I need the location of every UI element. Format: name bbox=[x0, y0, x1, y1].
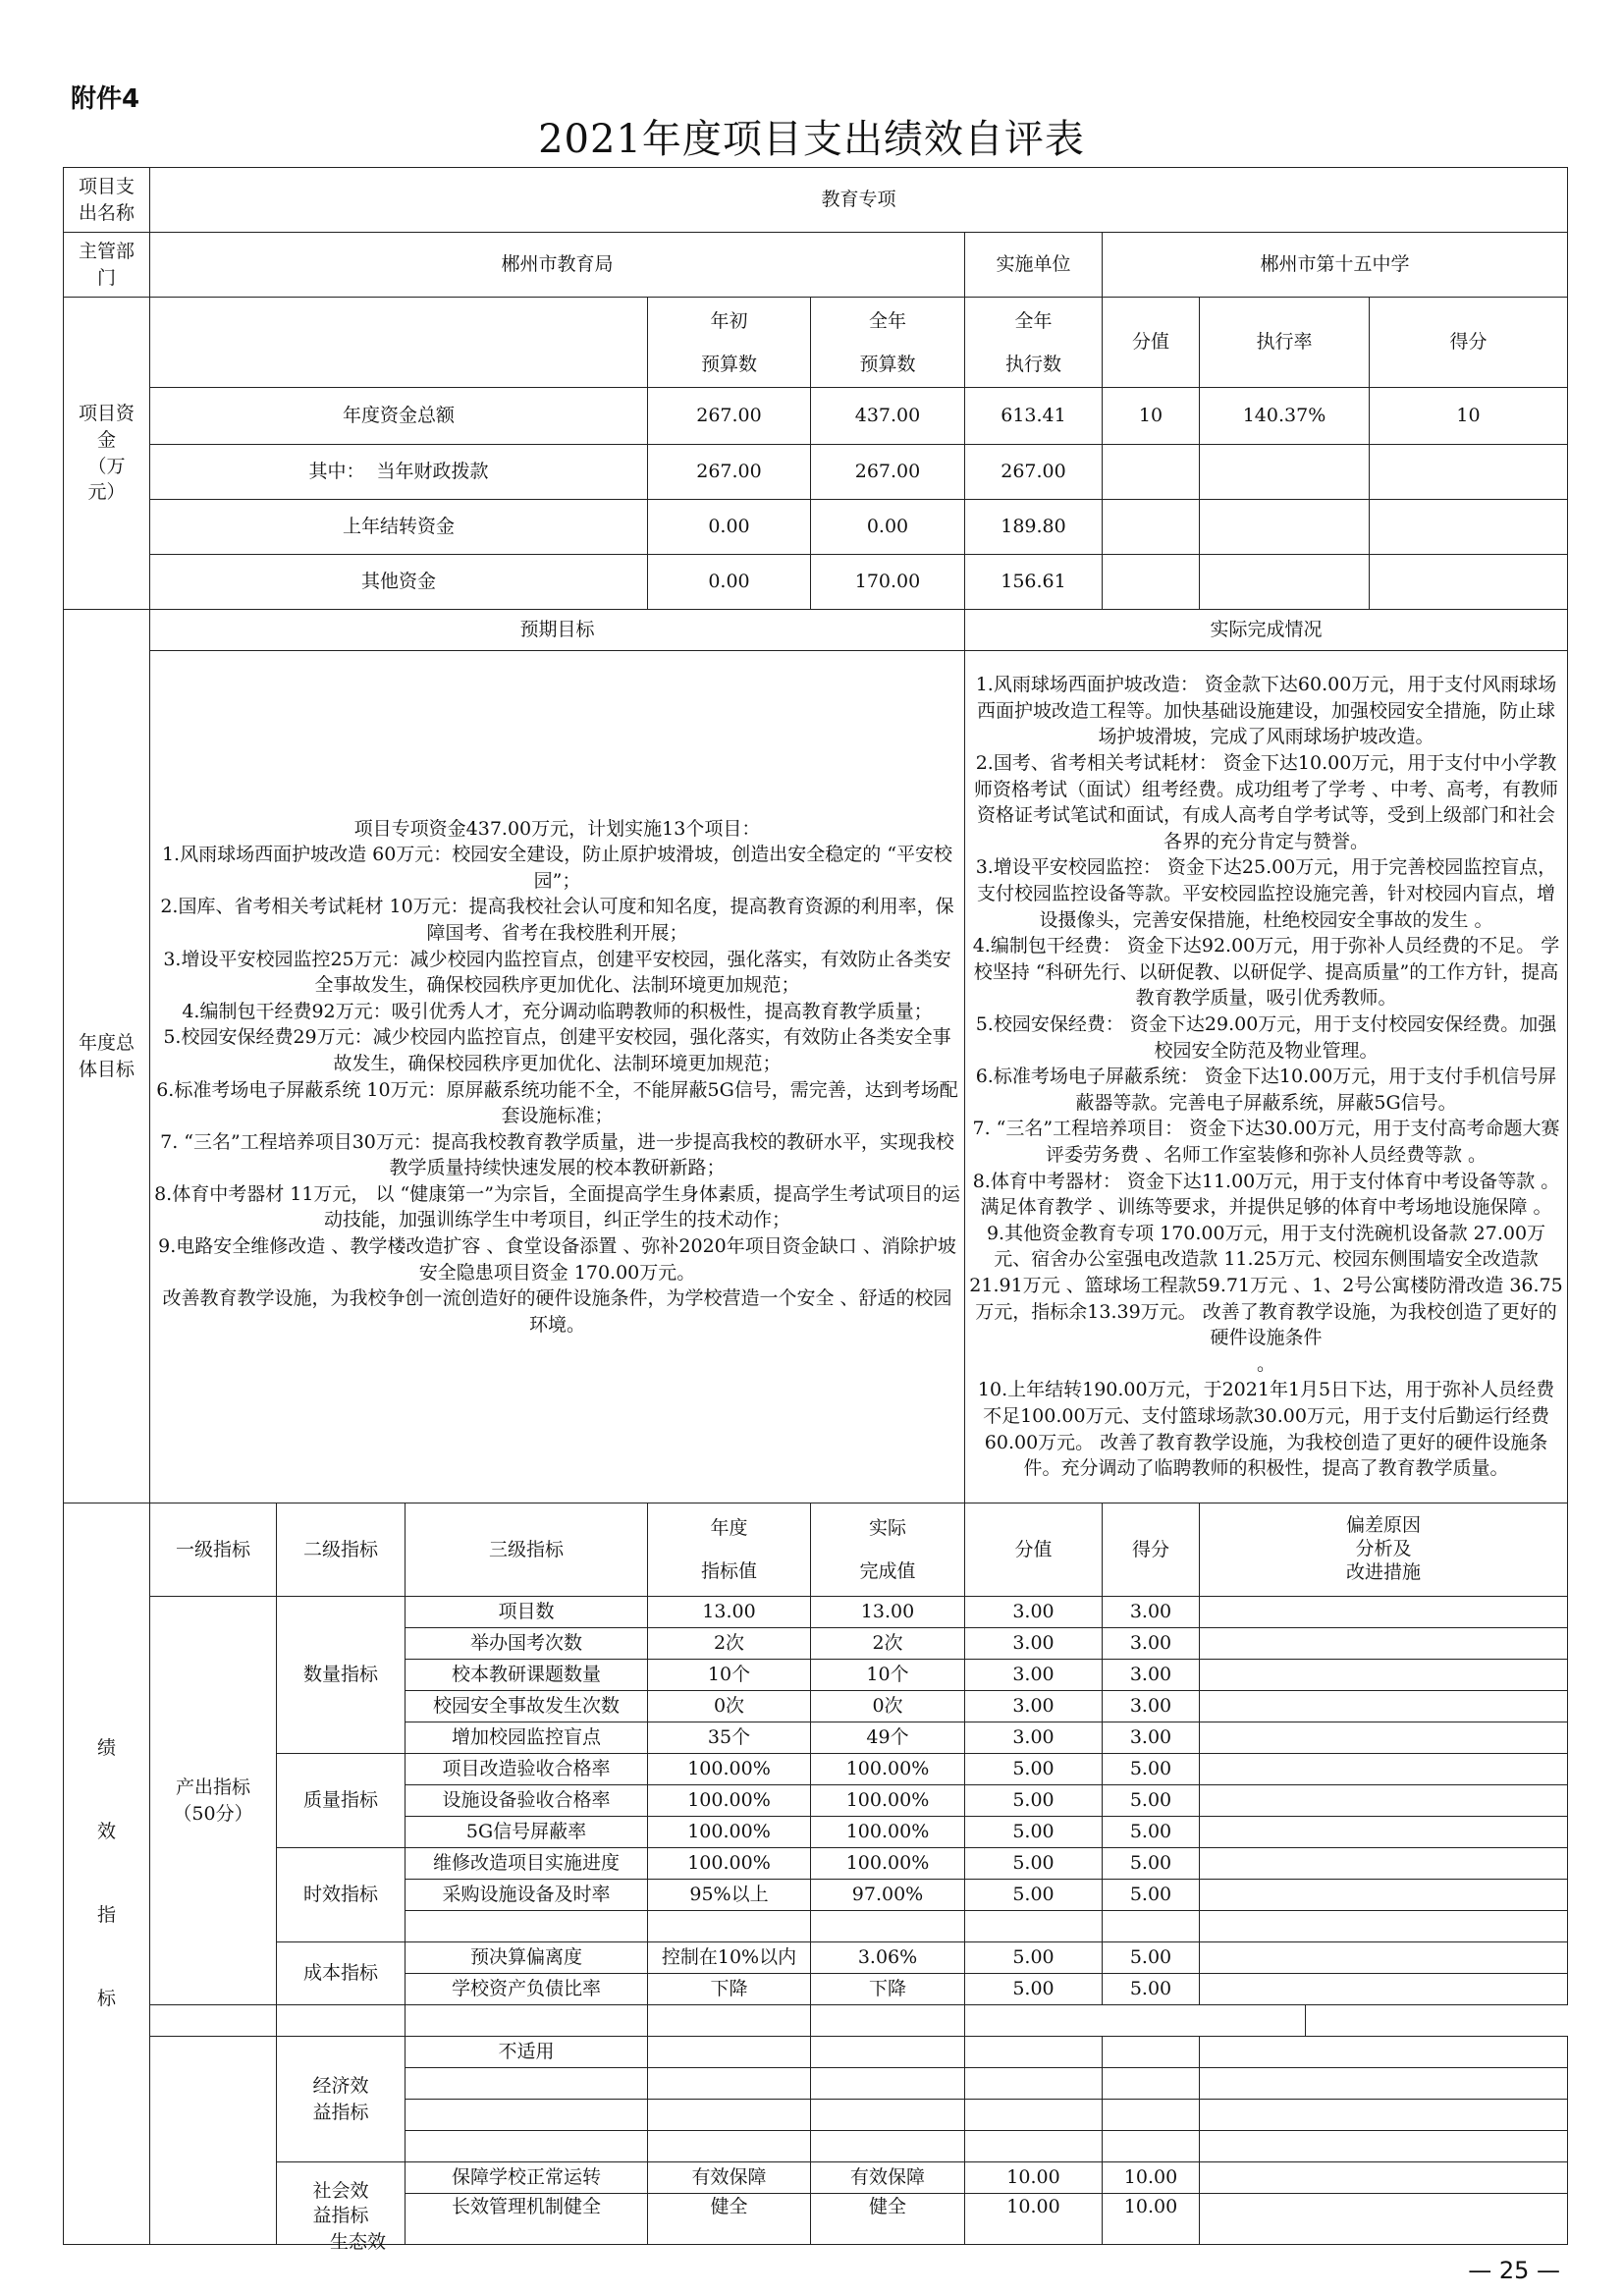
impl-unit-name: 郴州市第十五中学 bbox=[1103, 233, 1568, 298]
perf-row-actual bbox=[406, 2005, 648, 2037]
funds-row bbox=[64, 555, 1568, 610]
perf-row bbox=[64, 2037, 1568, 2068]
perf-row-target: 35个 bbox=[648, 1722, 811, 1754]
perf-row-name: 预决算偏离度 bbox=[406, 1942, 648, 1974]
group-social: 社会效 益指标 bbox=[277, 2162, 406, 2245]
funds-row-exec: 156.61 bbox=[965, 555, 1103, 610]
perf-row-score: 5.00 bbox=[1103, 1974, 1200, 2005]
performance-table bbox=[63, 167, 1568, 2245]
perf-row-actual: 0次 bbox=[811, 1691, 965, 1722]
perf-row-score-val bbox=[648, 2005, 811, 2037]
perf-row-score-val bbox=[965, 1911, 1103, 1942]
perf-row-name: 设施设备验收合格率 bbox=[406, 1785, 648, 1817]
perf-row-deviation bbox=[1200, 1817, 1568, 1848]
perf-row-score bbox=[1103, 2068, 1200, 2100]
funds-row bbox=[64, 445, 1568, 500]
group-quality: 质量指标 bbox=[277, 1754, 406, 1848]
perf-header-deviation: 偏差原因 分析及 改进措施 bbox=[1200, 1503, 1568, 1597]
perf-row-target: 100.00% bbox=[648, 1785, 811, 1817]
perf-row-score bbox=[1103, 1911, 1200, 1942]
funds-row-initial: 0.00 bbox=[648, 500, 811, 555]
funds-row-initial: 0.00 bbox=[648, 555, 811, 610]
perf-row bbox=[64, 2162, 1568, 2194]
perf-row-name: 学校资产负债比率 bbox=[406, 1974, 648, 2005]
funds-row-score-val bbox=[1103, 445, 1200, 500]
funds-row-annual: 267.00 bbox=[811, 445, 965, 500]
funds-row-rate: 140.37% bbox=[1200, 388, 1370, 445]
funds-row-rate bbox=[1200, 445, 1370, 500]
funds-row-name: 其他资金 bbox=[150, 555, 648, 610]
perf-header-actual: 实际 完成值 bbox=[811, 1503, 965, 1597]
perf-row-score: 5.00 bbox=[1103, 1880, 1200, 1911]
funds-row-rate bbox=[1200, 500, 1370, 555]
perf-row-actual: 健全 bbox=[811, 2194, 965, 2245]
perf-row-score-val: 5.00 bbox=[965, 1974, 1103, 2005]
perf-row-score-val: 3.00 bbox=[965, 1597, 1103, 1628]
funds-row-score: 10 bbox=[1370, 388, 1568, 445]
funds-row-score-val bbox=[1103, 500, 1200, 555]
perf-row bbox=[64, 1942, 1568, 1974]
perf-row-score: 10.00 bbox=[1103, 2194, 1200, 2245]
perf-row-target bbox=[648, 1911, 811, 1942]
ecological-indicator-label: 生态效 bbox=[330, 2231, 387, 2253]
funds-row-score bbox=[1370, 500, 1568, 555]
perf-row-score-val: 3.00 bbox=[965, 1628, 1103, 1660]
funds-row-exec: 189.80 bbox=[965, 500, 1103, 555]
perf-row-actual: 100.00% bbox=[811, 1754, 965, 1785]
perf-row-score: 3.00 bbox=[1103, 1597, 1200, 1628]
perf-row-deviation bbox=[1200, 2100, 1568, 2131]
perf-row-score: 3.00 bbox=[1103, 1628, 1200, 1660]
perf-header-score: 得分 bbox=[1103, 1503, 1200, 1597]
funds-row bbox=[64, 500, 1568, 555]
perf-row-name: 校本教研课题数量 bbox=[406, 1660, 648, 1691]
perf-row-actual: 下降 bbox=[811, 1974, 965, 2005]
perf-row-target: 下降 bbox=[648, 1974, 811, 2005]
perf-row-actual: 100.00% bbox=[811, 1817, 965, 1848]
perf-row-deviation bbox=[1200, 2131, 1568, 2162]
perf-row-score bbox=[1103, 2037, 1200, 2068]
perf-row-actual bbox=[811, 1911, 965, 1942]
funds-row-score bbox=[1370, 555, 1568, 610]
perf-row-deviation bbox=[1200, 1597, 1568, 1628]
funds-row bbox=[64, 388, 1568, 445]
funds-row-score-val bbox=[1103, 555, 1200, 610]
perf-row-score: 3.00 bbox=[1103, 1722, 1200, 1754]
perf-row-deviation bbox=[1200, 1974, 1568, 2005]
perf-row-name: 校园安全事故发生次数 bbox=[406, 1691, 648, 1722]
funds-row-annual: 170.00 bbox=[811, 555, 965, 610]
perf-row-actual: 100.00% bbox=[811, 1848, 965, 1880]
perf-row-target: 100.00% bbox=[648, 1754, 811, 1785]
funds-row-initial: 267.00 bbox=[648, 445, 811, 500]
funds-header-rate: 执行率 bbox=[1200, 298, 1370, 388]
perf-row-name bbox=[406, 2068, 648, 2100]
perf-row-score: 3.00 bbox=[1103, 1660, 1200, 1691]
perf-row-name: 项目数 bbox=[406, 1597, 648, 1628]
project-name: 教育专项 bbox=[150, 168, 1568, 233]
expected-goal-text: 项目专项资金437.00万元，计划实施13个项目： 1.风雨球场西面护坡改造 60万元：校园安全建设，防止原护坡滑坡，创造出安全稳定的 “平安校园”； 2.国库、省考相关考试耗材 10万元：提高我校社会认可度和知名度，提高教育资源的利用率，保障国考、省考在我校胜利开展； 3.增设平安校园监控25万元：减少校园内监控盲点，创建平安校园，强化落实，有效防止各类安全事故发生，确保校园秩序更加优化、法制环境更加规范； 4.编制包干经费92万元：吸引优秀人才，充分调动临聘教师的积极性，提高教育教学质量； 5.校园安保经费29万元：减少校园内监控盲点，创建平安校园，强化落实，有效防止各类安全事故发生，确保校园秩序更加优化、法制环境更加规范； 6.标准考场电子屏蔽系统 10万元：原屏蔽系统功能不全，不能屏蔽5G信号，需完善，达到考场配套设施标准； 7. “三名”工程培养项目30万元：提高我校教育教学质量，进一步提高我校的教研水平，实现我校教学质量持续快速发展的校本教研新路； 8.体育中考器材 11万元， 以 “健康第一”为宗旨，全面提高学生身体素质，提高学生考试项目的运动技能，加强训练学生中考项目，纠正学生的技术动作； 9.电路安全维修改造 、教学楼改造扩容 、食堂设备添置 、弥补2020年项目资金缺口 、消除护坡安全隐患项目资金 170.00万元。 改善教育教学设施，为我校争创一流创造好的硬件设施条件，为学校营造一个安全 、舒适的校园环境。 bbox=[150, 651, 965, 1503]
perf-row-score bbox=[1103, 2100, 1200, 2131]
perf-row-score: 5.00 bbox=[1103, 1754, 1200, 1785]
perf-row-target bbox=[648, 2068, 811, 2100]
perf-row-target: 100.00% bbox=[648, 1817, 811, 1848]
funds-row-name: 年度资金总额 bbox=[150, 388, 648, 445]
impl-unit-label: 实施单位 bbox=[965, 233, 1103, 298]
funds-row-name: 其中： 当年财政拨款 bbox=[150, 445, 648, 500]
perf-row-name: 举办国考次数 bbox=[406, 1628, 648, 1660]
perf-row-deviation bbox=[1200, 1880, 1568, 1911]
perf-row-deviation bbox=[965, 2005, 1306, 2037]
perf-row-target bbox=[277, 2005, 406, 2037]
perf-row-score-val bbox=[965, 2037, 1103, 2068]
perf-row-score: 5.00 bbox=[1103, 1785, 1200, 1817]
actual-result-text: 1.风雨球场西面护坡改造： 资金款下达60.00万元，用于支付风雨球场西面护坡改造工程等。加快基础设施建设，加强校园安全措施，防止球场护坡滑坡，完成了风雨球场护坡改造。 2.国考、省考相关考试耗材： 资金下达10.00万元，用于支付中小学教师资格考试（面试）组考经费。成功组考了学考 、中考、高考，有教师资格证考试笔试和面试，有成人高考自学考试等，受到上级部门和社会各界的充分肯定与赞誉。 3.增设平安校园监控： 资金下达25.00万元，用于完善校园监控盲点，支付校园监控设备等款。平安校园监控设施完善，针对校园内盲点，增设摄像头，完善安保措施，杜绝校园安全事故的发生 。 4.编制包干经费： 资金下达92.00万元，用于弥补人员经费的不足。 学校坚持 “科研先行、以研促教、以研促学、提高质量”的工作方针，提高教育教学质量，吸引优秀教师。 5.校园安保经费： 资金下达29.00万元，用于支付校园安保经费。加强校园安全防范及物业管理。 6.标准考场电子屏蔽系统： 资金下达10.00万元，用于支付手机信号屏蔽器等款。完善电子屏蔽系统，屏蔽5G信号。 7. “三名”工程培养项目： 资金下达30.00万元，用于支付高考命题大赛评委劳务费 、名师工作室装修和弥补人员经费等款 。 8.体育中考器材： 资金下达11.00万元，用于支付体育中考设备等款 。满足体育教学 、训练等要求，并提供足够的体育中考场地设施保障 。 9.其他资金教育专项 170.00万元，用于支付洗碗机设备款 27.00万元、宿舍办公室强电改造款 11.25万元、校园东侧围墙安全改造款 21.91万元 、篮球场工程款59.71万元 、1、2号公寓楼防滑改造 36.75万元，指标余13.39万元。 改善了教育教学设施，为我校创造了更好的硬件设施条件 。 10.上年结转190.00万元，于2021年1月5日下达，用于弥补人员经费不足100.00万元、支付篮球场款30.00万元，用于支付后勤运行经费 60.00万元。 改善了教育教学设施，为我校创造了更好的硬件设施条件。充分调动了临聘教师的积极性，提高了教育教学质量。 bbox=[965, 651, 1568, 1503]
goals-label: 年度总 体目标 bbox=[64, 610, 150, 1503]
perf-row-deviation bbox=[1200, 1911, 1568, 1942]
perf-row-score-val: 3.00 bbox=[965, 1660, 1103, 1691]
perf-row-name bbox=[406, 2100, 648, 2131]
perf-row-score-val: 5.00 bbox=[965, 1754, 1103, 1785]
funds-row-annual: 437.00 bbox=[811, 388, 965, 445]
perf-row-actual bbox=[811, 2100, 965, 2131]
perf-row-target: 0次 bbox=[648, 1691, 811, 1722]
perf-row-name: 增加校园监控盲点 bbox=[406, 1722, 648, 1754]
perf-row-deviation bbox=[1200, 2068, 1568, 2100]
perf-header-level2: 二级指标 bbox=[277, 1503, 406, 1597]
perf-row-score-val: 3.00 bbox=[965, 1691, 1103, 1722]
perf-row-target: 2次 bbox=[648, 1628, 811, 1660]
funds-label: 项目资 金 （万 元） bbox=[64, 298, 150, 610]
perf-row-target: 有效保障 bbox=[648, 2162, 811, 2194]
perf-row-score: 5.00 bbox=[1103, 1848, 1200, 1880]
group-timeliness: 时效指标 bbox=[277, 1848, 406, 1942]
perf-row-actual: 有效保障 bbox=[811, 2162, 965, 2194]
attachment-label: 附件4 bbox=[71, 84, 140, 114]
perf-row-actual: 97.00% bbox=[811, 1880, 965, 1911]
perf-row bbox=[64, 1848, 1568, 1880]
perf-row-deviation bbox=[1200, 2037, 1568, 2068]
funds-row-initial: 267.00 bbox=[648, 388, 811, 445]
perf-row-score: 10.00 bbox=[1103, 2162, 1200, 2194]
perf-row-actual bbox=[811, 2037, 965, 2068]
perf-row-target bbox=[648, 2037, 811, 2068]
funds-header-exec: 全年 执行数 bbox=[965, 298, 1103, 388]
perf-row-name: 长效管理机制健全 bbox=[406, 2194, 648, 2245]
perf-row-score: 3.00 bbox=[1103, 1691, 1200, 1722]
benefit-indicator-blank bbox=[150, 2037, 277, 2245]
perf-row-name bbox=[406, 2131, 648, 2162]
perf-row-deviation bbox=[1200, 1848, 1568, 1880]
funds-row-name: 上年结转资金 bbox=[150, 500, 648, 555]
perf-row-deviation bbox=[1200, 1628, 1568, 1660]
perf-row-score-val bbox=[965, 2068, 1103, 2100]
perf-row-score-val bbox=[965, 2100, 1103, 2131]
funds-header-score-val: 分值 bbox=[1103, 298, 1200, 388]
perf-row bbox=[64, 2005, 1568, 2037]
perf-header-score-val: 分值 bbox=[965, 1503, 1103, 1597]
perf-row-score-val: 10.00 bbox=[965, 2194, 1103, 2245]
perf-row-score-val: 5.00 bbox=[965, 1942, 1103, 1974]
perf-row-score-val: 5.00 bbox=[965, 1880, 1103, 1911]
perf-row-deviation bbox=[1200, 1942, 1568, 1974]
perf-row-name: 5G信号屏蔽率 bbox=[406, 1817, 648, 1848]
dept-name: 郴州市教育局 bbox=[150, 233, 965, 298]
perf-side-label: 绩 效 指 标 bbox=[64, 1503, 150, 2245]
perf-row-actual bbox=[811, 2131, 965, 2162]
expected-goal-header: 预期目标 bbox=[150, 610, 965, 651]
perf-row-deviation bbox=[1200, 1722, 1568, 1754]
perf-row-target: 10个 bbox=[648, 1660, 811, 1691]
perf-row-target: 健全 bbox=[648, 2194, 811, 2245]
funds-row-rate bbox=[1200, 555, 1370, 610]
perf-row-score-val: 5.00 bbox=[965, 1848, 1103, 1880]
group-quantity: 数量指标 bbox=[277, 1597, 406, 1754]
perf-row-deviation bbox=[1200, 1691, 1568, 1722]
perf-row-target: 95%以上 bbox=[648, 1880, 811, 1911]
funds-row-annual: 0.00 bbox=[811, 500, 965, 555]
perf-row-score bbox=[1103, 2131, 1200, 2162]
perf-row-score-val: 5.00 bbox=[965, 1785, 1103, 1817]
funds-header-score: 得分 bbox=[1370, 298, 1568, 388]
perf-header-target: 年度 指标值 bbox=[648, 1503, 811, 1597]
perf-row-name: 采购设施设备及时率 bbox=[406, 1880, 648, 1911]
perf-header-level3: 三级指标 bbox=[406, 1503, 648, 1597]
perf-row-name bbox=[406, 1911, 648, 1942]
dept-label: 主管部 门 bbox=[64, 233, 150, 298]
perf-row-target bbox=[648, 2100, 811, 2131]
perf-row-actual: 2次 bbox=[811, 1628, 965, 1660]
perf-row-actual: 3.06% bbox=[811, 1942, 965, 1974]
perf-row-actual: 13.00 bbox=[811, 1597, 965, 1628]
perf-row-score-val bbox=[965, 2131, 1103, 2162]
perf-row-name bbox=[150, 2005, 277, 2037]
perf-row-name: 不适用 bbox=[406, 2037, 648, 2068]
perf-row bbox=[64, 1597, 1568, 1628]
perf-row-deviation bbox=[1200, 2162, 1568, 2194]
funds-row-score bbox=[1370, 445, 1568, 500]
group-economic: 经济效 益指标 bbox=[277, 2037, 406, 2162]
funds-row-exec: 267.00 bbox=[965, 445, 1103, 500]
perf-row-target: 13.00 bbox=[648, 1597, 811, 1628]
page-number: — 25 — bbox=[1468, 2257, 1560, 2284]
perf-row-score: 5.00 bbox=[1103, 1942, 1200, 1974]
perf-row-target: 控制在10%以内 bbox=[648, 1942, 811, 1974]
perf-row-name: 维修改造项目实施进度 bbox=[406, 1848, 648, 1880]
perf-row-actual bbox=[811, 2068, 965, 2100]
perf-row-name: 保障学校正常运转 bbox=[406, 2162, 648, 2194]
project-name-label: 项目支 出名称 bbox=[64, 168, 150, 233]
perf-row-name: 项目改造验收合格率 bbox=[406, 1754, 648, 1785]
actual-result-header: 实际完成情况 bbox=[965, 610, 1568, 651]
perf-row-actual: 49个 bbox=[811, 1722, 965, 1754]
perf-row-deviation bbox=[1200, 1785, 1568, 1817]
output-indicator-label: 产出指标 （50分） bbox=[150, 1597, 277, 2005]
perf-row-actual: 10个 bbox=[811, 1660, 965, 1691]
funds-header-annual: 全年 预算数 bbox=[811, 298, 965, 388]
perf-row-deviation bbox=[1200, 1754, 1568, 1785]
perf-row-score-val: 3.00 bbox=[965, 1722, 1103, 1754]
funds-header-blank bbox=[150, 298, 648, 388]
funds-header-initial: 年初 预算数 bbox=[648, 298, 811, 388]
perf-row-target bbox=[648, 2131, 811, 2162]
perf-row-score-val: 5.00 bbox=[965, 1817, 1103, 1848]
funds-row-exec: 613.41 bbox=[965, 388, 1103, 445]
funds-row-score-val: 10 bbox=[1103, 388, 1200, 445]
perf-row-score-val: 10.00 bbox=[965, 2162, 1103, 2194]
perf-row-target: 100.00% bbox=[648, 1848, 811, 1880]
perf-row-score: 5.00 bbox=[1103, 1817, 1200, 1848]
perf-row-score bbox=[811, 2005, 965, 2037]
perf-row bbox=[64, 1754, 1568, 1785]
perf-row-deviation bbox=[1200, 1660, 1568, 1691]
group-cost: 成本指标 bbox=[277, 1942, 406, 2005]
page-title: 2021年度项目支出绩效自评表 bbox=[538, 117, 1085, 162]
perf-header-level1: 一级指标 bbox=[150, 1503, 277, 1597]
perf-row-actual: 100.00% bbox=[811, 1785, 965, 1817]
perf-row-deviation bbox=[1200, 2194, 1568, 2245]
